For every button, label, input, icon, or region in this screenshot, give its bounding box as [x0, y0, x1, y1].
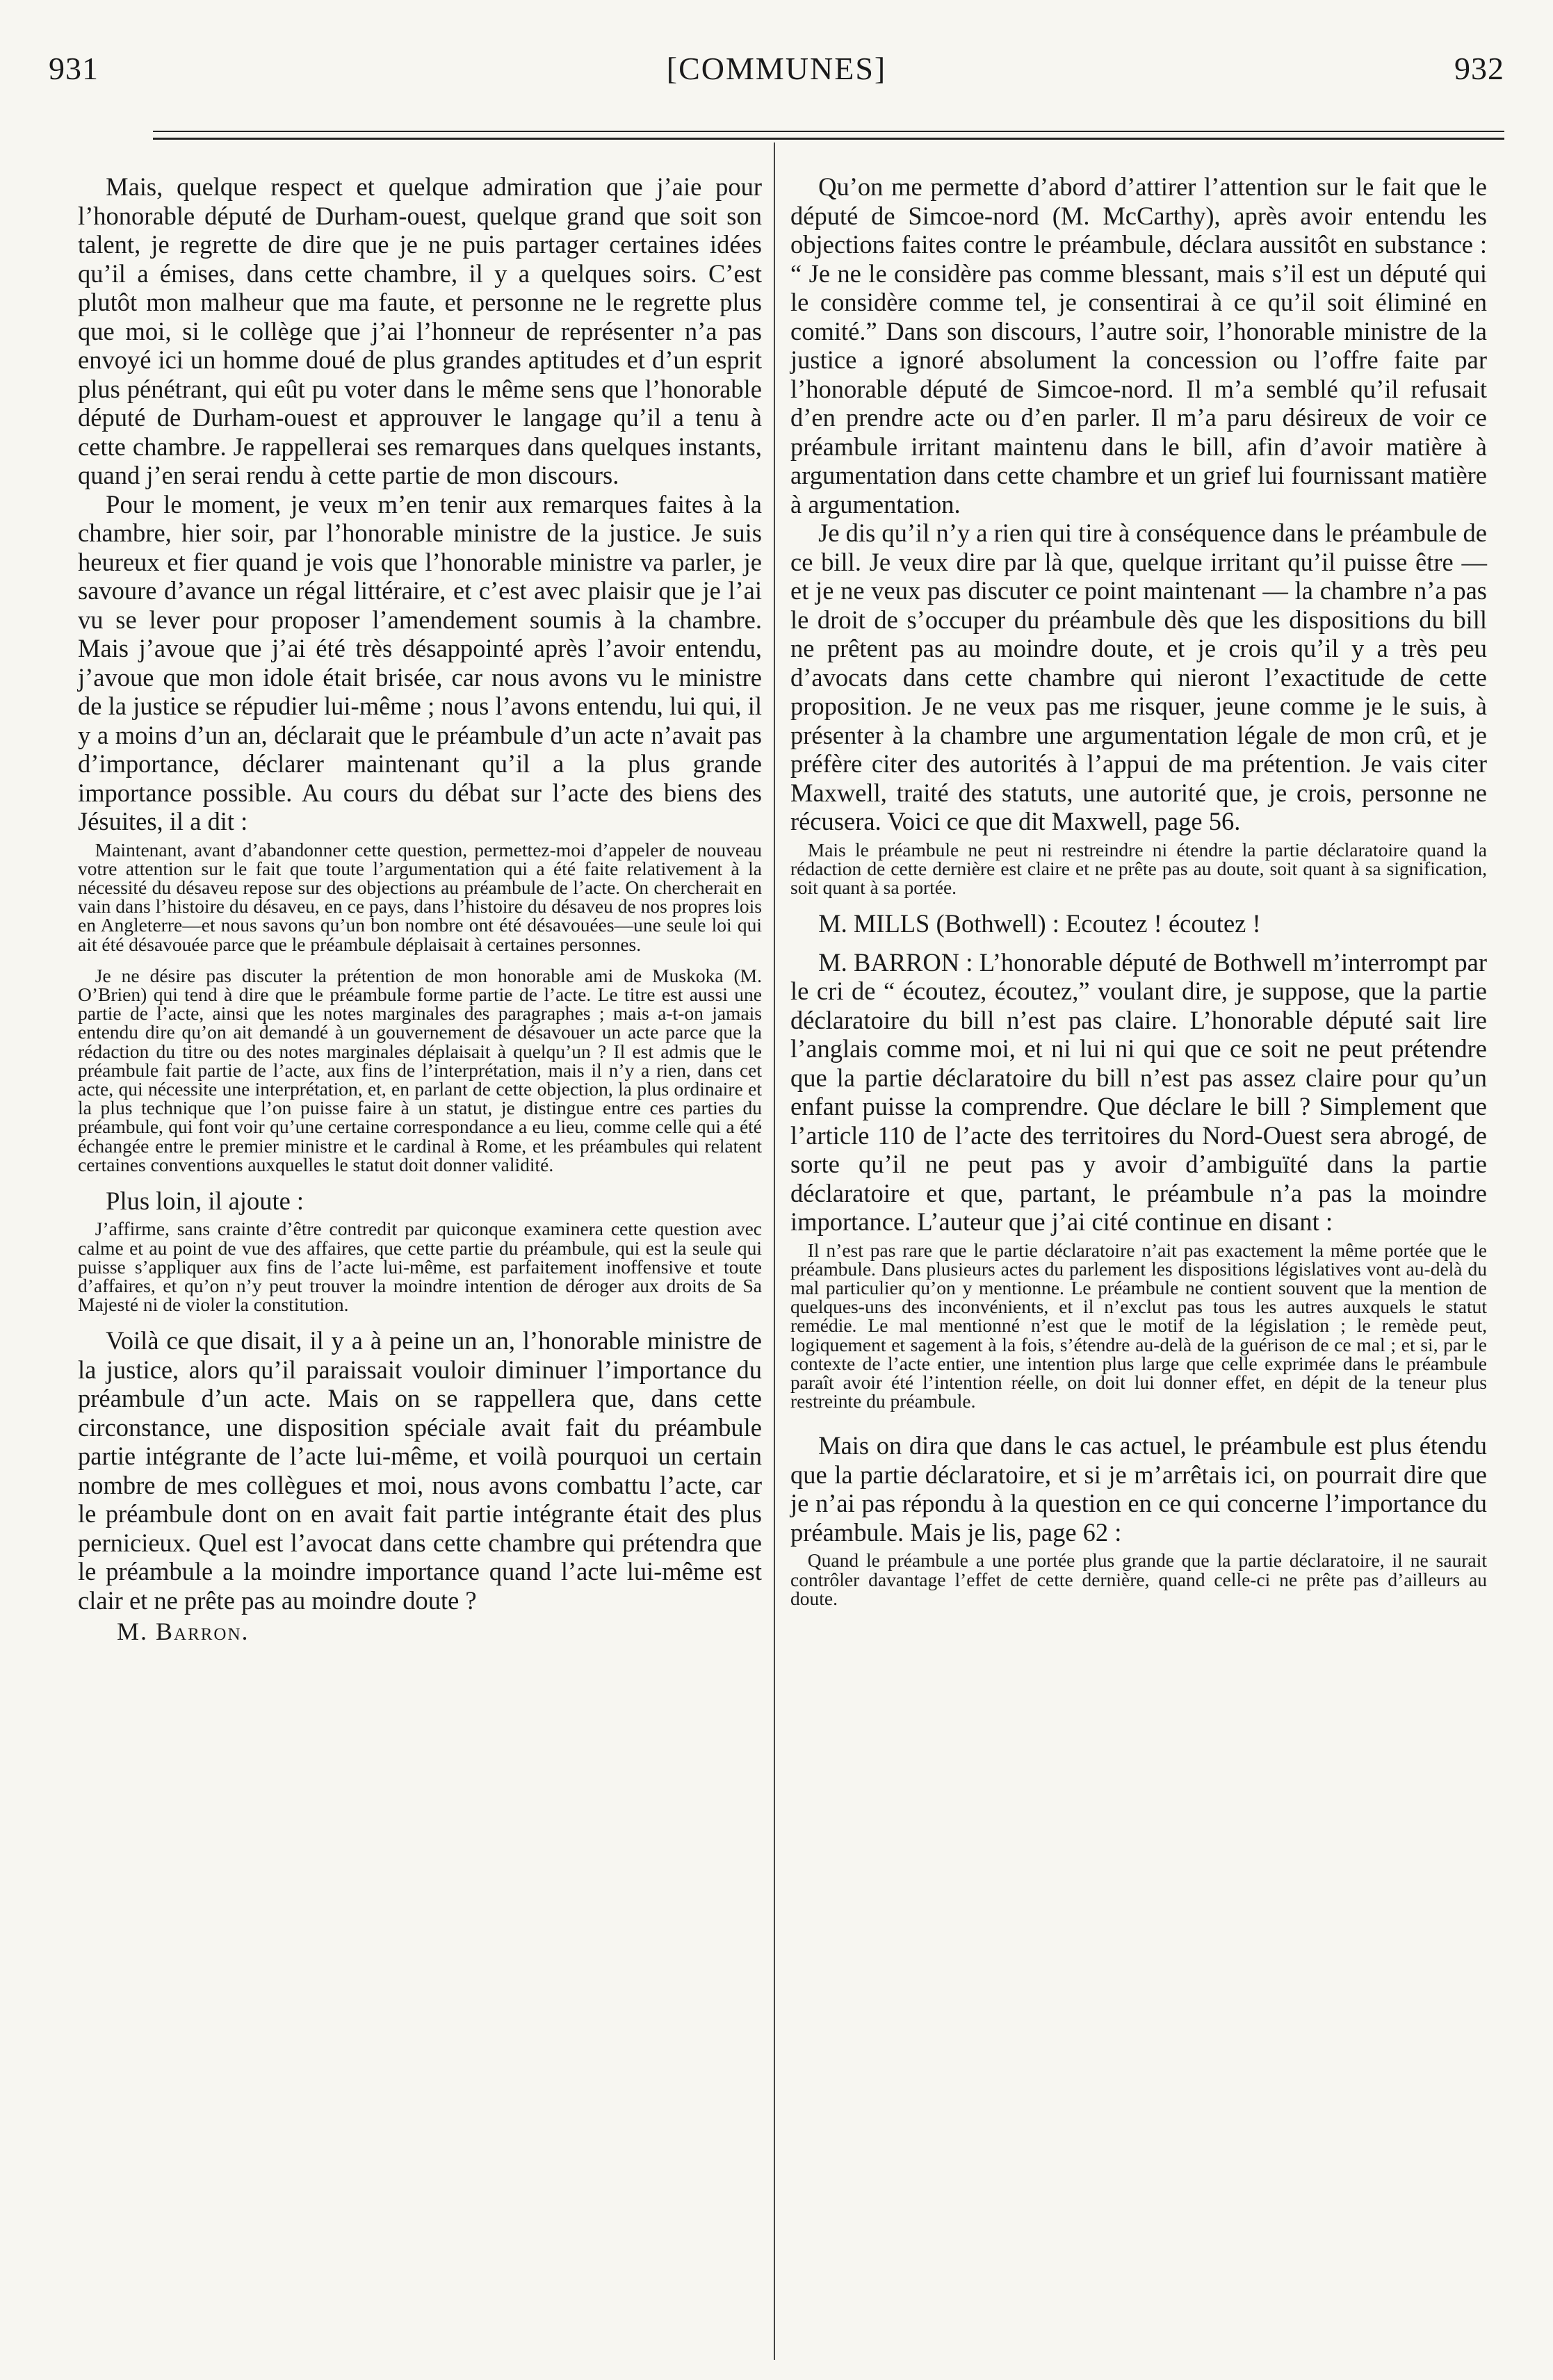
right-quote-3: Quand le préambule a une portée plus grande que la partie déclaratoire, il ne saurait contrôler davantage l’effet de cette dernière, quand celle-ci ne prête pas d’ailleurs au doute. [790, 1549, 1487, 1609]
left-paragraph-2: Pour le moment, je veux m’en tenir aux remarques faites à la chambre, hier soir, par l’honorable ministre de la justice. Je suis heureux et fier quand je vois que l’honorable ministre va parler, je savoure d’avance un régal littéraire, et c’est avec plaisir que je l’ai vu se lever pour proposer l’amendement soumis à la chambre. Mais j’avoue que j’ai été très désappointé après l’avoir entendu, j’avoue que mon idole était brisée, car nous avons vu le ministre de la justice se répudier lui-même ; nous l’avons entendu, lui qui, il y a moins d’un an, déclarait que le préambule d’un acte n’avait pas d’importance, déclarer maintenant qu’il a la plus grande importance possible. Au cours du débat sur l’acte des biens des Jésuites, il a dit : [78, 489, 762, 836]
right-paragraph-3: M. MILLS (Bothwell) : Ecoutez ! écoutez ! [818, 909, 1261, 938]
speaker-signature: M. Barron. [117, 1617, 250, 1646]
header-rule-bottom [153, 138, 1504, 140]
right-paragraph-1: Qu’on me permette d’abord d’attirer l’attention sur le fait que le député de Simcoe-nord (M. McCarthy), après avoir entendu les objections faites contre le préambule, déclara aussitôt en substance : “ Je ne le considère pas comme blessant, mais s’il est un député qui le considère comme tel, je consentirai à ce qu’il soit éliminé en comité.” Dans son discours, l’autre soir, l’honorable ministre de la justice a ignoré absolument la concession ou l’offre faite par l’honorable député de Simcoe-nord. Il m’a semblé qu’il refusait d’en prendre acte ou d’en parler. Il m’a paru désireux de voir ce préambule irritant maintenu dans le bill, afin d’avoir matière à argumentation dans cette chambre et un grief lui fournissant matière à argumentation. [790, 172, 1487, 519]
right-paragraph-4: M. BARRON : L’honorable député de Bothwell m’interrompt par le cri de “ écoutez, écoutez,” voulant dire, je suppose, que la partie déclaratoire du bill n’est pas claire. L’honorable député sait lire l’anglais comme moi, et ni lui ni qui que ce soit ne peut prétendre que la partie déclaratoire du bill n’est pas assez claire pour qu’un enfant puisse la comprendre. Que déclare le bill ? Simplement que l’article 110 de l’acte des territoires du Nord-Ouest sera abrogé, de sorte qu’il ne peut pas y avoir d’ambiguïté dans la partie déclaratoire et que, partant, le préambule n’a pas la moindre importance. L’auteur que j’ai cité continue en disant : [790, 947, 1487, 1237]
left-column [78, 172, 762, 1645]
header-rule-top [153, 131, 1504, 132]
right-paragraph-2: Je dis qu’il n’y a rien qui tire à conséquence dans le préambule de ce bill. Je veux dire par là que, quelque irritant qu’il puisse être — et je ne veux pas discuter ce point maintenant — la chambre n’a pas le droit de s’occuper du préambule dès que les dispositions du bill ne prêtent pas au moindre doute, et je crois qu’il y a très peu d’avocats dans cette chambre qui nieront l’exactitude de cette proposition. Je ne veux pas me risquer, jeune comme je le suis, à présenter à la chambre une argumentation légale de mon crû, et je préfère citer des autorités à l’appui de ma prétention. Je vais citer Maxwell, traité des statuts, une autorité que, je crois, personne ne récusera. Voici ce que dit Maxwell, page 56. [790, 519, 1487, 836]
column-divider [774, 142, 775, 2360]
page-number-left: 931 [49, 51, 99, 86]
right-quote-2: Il n’est pas rare que le partie déclaratoire n’ait pas exactement la même portée que le préambule. Dans plusieurs actes du parlement les dispositions législatives vont au-delà du mal particulier qu’on y mentionne. Le préambule ne contient souvent que la mention de quelques-uns des inconvénients, et il n’exclut pas tous les autres auxquels le statut remédie. Le mal mentionné n’est que le motif de la législation ; le remède peut, logiquement et sagement à la fois, s’étendre au-delà de la guérison de ce mal ; et si, par le contexte de l’acte entier, une intention plus large que celle exprimée dans le préambule paraît avoir été l’intention réelle, on doit lui donner effet, en dépit de la teneur plus restreinte du préambule. [790, 1239, 1487, 1412]
left-quote-1: Maintenant, avant d’abandonner cette question, permettez-moi d’appeler de nouveau votre attention sur le fait que toute l’argumentation qui a été faite relativement à la nécessité du désaveu repose sur des objections au préambule de l’acte. On chercherait en vain dans l’histoire du désaveu, en ce pays, dans l’histoire du désaveu de nos propres lois en Angleterre—et nous savons qu’un bon nombre ont été désavouées—une seule loi qui ait été désavouée parce que le préambule déplaisait à certaines personnes. [78, 838, 762, 955]
right-paragraph-5: Mais on dira que dans le cas actuel, le préambule est plus étendu que la partie déclaratoire, et si je m’arrêtais ici, on pourrait dire que je n’ai pas répondu à la question en ce qui concerne l’importance du préambule. Mais je lis, page 62 : [790, 1431, 1487, 1547]
right-quote-1: Mais le préambule ne peut ni restreindre ni étendre la partie déclaratoire quand la rédaction de cette dernière est claire et ne prête pas au doute, soit quant à sa signification, soit quant à sa portée. [790, 838, 1487, 898]
left-quote-2: Je ne désire pas discuter la prétention de mon honorable ami de Muskoka (M. O’Brien) qui tend à dire que le préambule forme partie de l’acte. Le titre est aussi une partie de l’acte, ainsi que les notes marginales des paragraphes ; mais a-t-on jamais entendu dire qu’on ait demandé à un gouvernement de désavouer un acte parce que la rédaction du titre ou des notes marginales déplaisait à quelqu’un ? Il est admis que le préambule fait partie de l’acte, aux fins de l’interprétation, mais il n’y a rien, dans cet acte, qui nécessite une interprétation, et, en parlant de cette objection, la plus ordinaire et la plus technique que l’on puisse faire à un statut, je distingue entre ces parties du préambule, qui font voir qu’une certaine correspondance a eu lieu, comme celle qui a été échangée entre le premier ministre et le cardinal à Rome, et les préambules qui relatent certaines conventions auxquelles le statut doit donner validité. [78, 964, 762, 1175]
left-paragraph-4: Voilà ce que disait, il y a à peine un an, l’honorable ministre de la justice, alors qu’il paraissait vouloir diminuer l’importance du préambule d’un acte. Mais on se rappellera que, dans cette circonstance, une disposition spéciale avait fait du préambule partie intégrante de l’acte lui-même, et voilà pourquoi un certain nombre de mes collègues et moi, nous avons combattu l’acte, car le préambule dont on en avait fait partie intégrante était des plus pernicieux. Quel est l’avocat dans cette chambre qui prétendra que le préambule a la moindre importance quand l’acte lui-même est clair et ne prête pas au moindre doute ? [78, 1326, 762, 1615]
right-column [790, 172, 1487, 1620]
page-header [49, 50, 1504, 92]
left-paragraph-3: Plus loin, il ajoute : [106, 1186, 304, 1215]
section-title: [COMMUNES] [666, 51, 887, 86]
left-quote-3: J’affirme, sans crainte d’être contredit par quiconque examinera cette question avec calme et au point de vue des affaires, que cette partie du préambule, qui est la seule qui puisse s’appliquer aux fins de l’acte lui-même, est parfaitement inoffensive et toute d’affaires, et qu’on n’y peut trouver la moindre intention de déroger aux droits de Sa Majesté ni de violer la constitution. [78, 1218, 762, 1316]
page-number-right: 932 [1454, 51, 1504, 86]
left-paragraph-1: Mais, quelque respect et quelque admiration que j’aie pour l’honorable député de Durham-ouest, quelque grand que soit son talent, je regrette de dire que je ne puis partager certaines idées qu’il a émises, dans cette chambre, il y a quelques soirs. C’est plutôt mon malheur que ma faute, et personne ne le regrette plus que moi, si le collège que j’ai l’honneur de représenter n’a pas envoyé ici un homme doué de plus grandes aptitudes et d’un esprit plus pénétrant, qui eût pu voter dans le même sens que l’honorable député de Durham-ouest et approuver le langage qu’il a tenu à cette chambre. Je rappellerai ses remarques dans quelques instants, quand j’en serai rendu à cette partie de mon discours. [78, 172, 762, 489]
